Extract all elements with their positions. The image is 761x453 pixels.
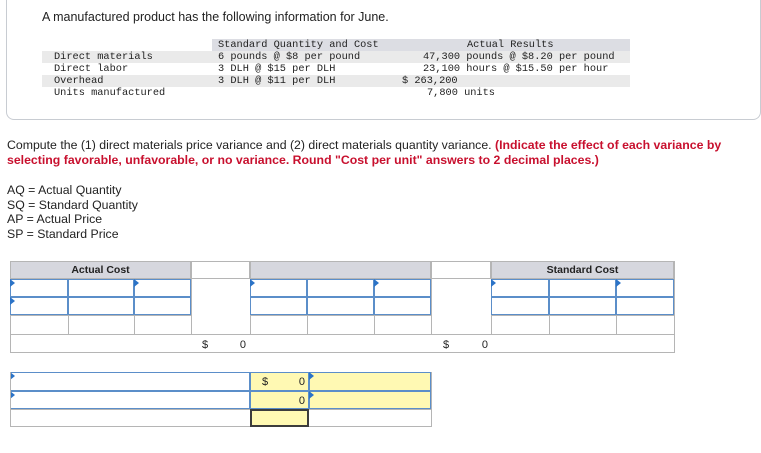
actual-operator-select[interactable] [68,279,134,297]
standard-operator-select[interactable] [549,279,616,297]
standard-price-value[interactable] [616,297,674,315]
standard-quantity-input[interactable] [491,279,549,297]
middle-quantity-value[interactable] [250,297,307,315]
standard-price-input[interactable] [616,279,674,297]
info-header-row [42,39,630,51]
actual-operator-value[interactable] [68,297,134,315]
standard-quantity-value[interactable] [491,297,549,315]
info-row-overhead: Overhead 3 DLH @ $11 per DLH $ 263,200 [42,75,630,87]
standard-cost-header: Standard Cost [491,261,674,279]
price-variance-effect-select[interactable] [309,372,431,391]
definition-ap: AP = Actual Price [7,212,103,226]
actual-total-value: 0 [239,339,246,351]
actual-total-currency: $ [202,339,209,351]
instructions-text: Compute the (1) direct materials price variance and (2) direct materials quantity variance. [7,138,495,152]
standard-total-currency: $ [443,339,450,351]
total-variance-amount[interactable] [250,409,309,427]
middle-operator-value[interactable] [307,297,374,315]
price-variance-label-select[interactable] [10,372,250,391]
info-row-units: Units manufactured 7,800 units [54,87,495,99]
actual-price-input[interactable] [134,279,191,297]
definition-sp: SP = Standard Price [7,226,119,241]
abbreviation-definitions [7,183,138,241]
definition-sq: SQ = Standard Quantity [7,197,138,212]
price-variance-amount[interactable]: $ 0 [250,372,309,391]
instructions-emphasis: (Indicate the effect of each variance by selecting favorable, unfavorable, or no variance. Round "Cost per unit" answers to 2 decimal places.) [7,138,722,167]
flexible-budget-header [250,261,431,279]
actual-price-value[interactable] [134,297,191,315]
definition-aq: AQ = Actual Quantity [7,183,122,197]
standard-operator-value[interactable] [549,297,616,315]
actual-cost-header: Actual Cost [10,261,191,279]
middle-quantity-input[interactable] [250,279,307,297]
middle-operator-select[interactable] [307,279,374,297]
actual-quantity-input[interactable] [10,279,68,297]
actual-quantity-value[interactable] [10,297,68,315]
middle-price-value[interactable] [374,297,431,315]
quantity-variance-amount[interactable]: 0 [250,391,309,409]
middle-price-input[interactable] [374,279,431,297]
actual-header: Actual Results [467,39,554,51]
info-row-direct-materials: Direct materials 6 pounds @ $8 per pound 47,300 pounds @ $8.20 per pound [42,51,630,63]
quantity-variance-effect-select[interactable] [309,391,431,409]
quantity-variance-label-select[interactable] [10,391,250,409]
standard-header: Standard Quantity and Cost [218,39,379,51]
instructions [7,138,757,168]
info-row-direct-labor: Direct labor 3 DLH @ $15 per DLH 23,100 hours @ $15.50 per hour [54,63,609,75]
standard-total-value: 0 [481,339,488,351]
problem-intro: A manufactured product has the following information for June. [42,10,389,24]
